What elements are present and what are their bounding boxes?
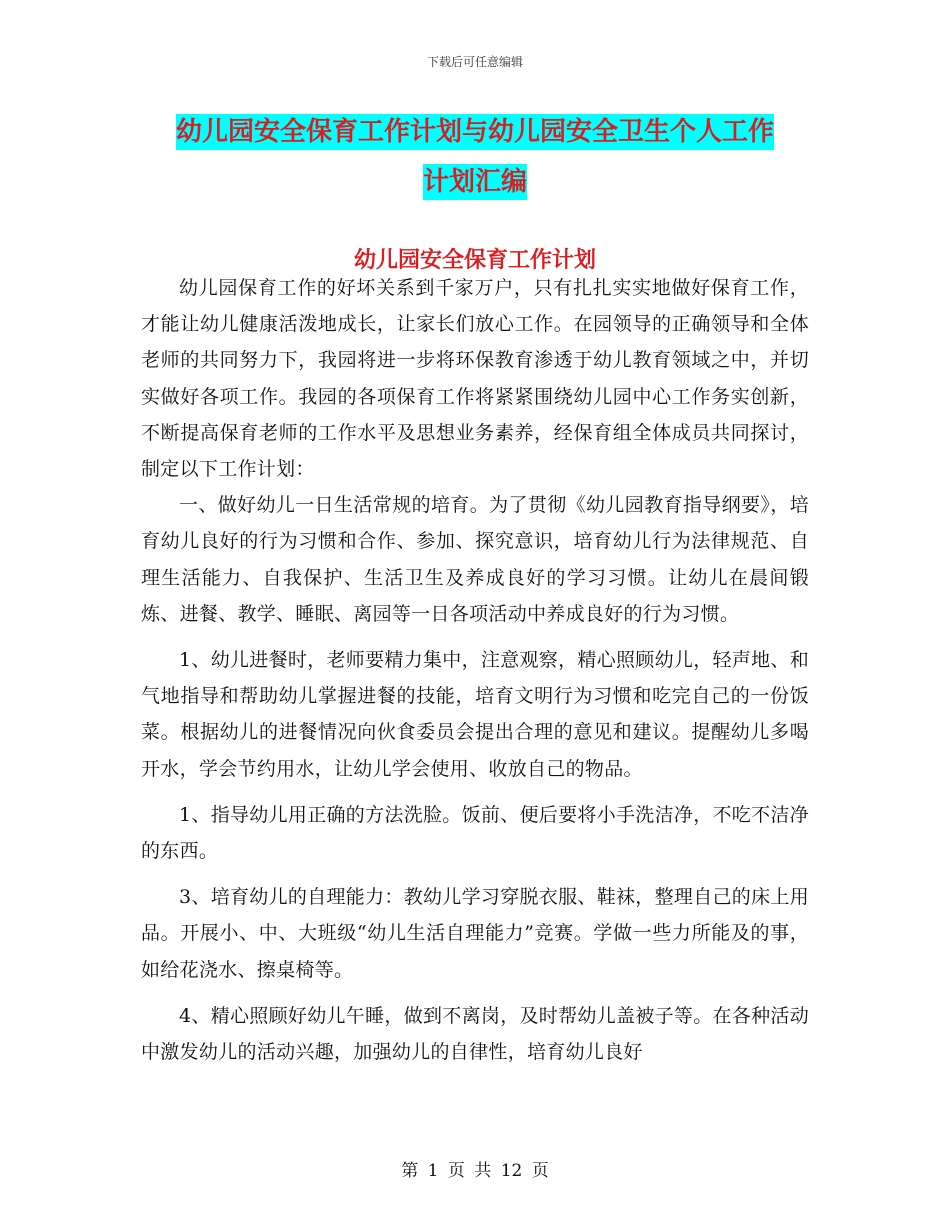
document-body — [141, 270, 809, 1070]
paragraph-item-nap: 4、精心照顾好幼儿午睡，做到不离岗，及时帮幼儿盖被子等。在各种活动中激发幼儿的活动兴趣，加强幼儿的自律性，培育幼儿良好 — [141, 1004, 809, 1064]
paragraph-routine: 一、做好幼儿一日生活常规的培育。为了贯彻《幼儿园教育指导纲要》，培育幼儿良好的行为习惯和合作、参加、探究意识，培育幼儿行为法律规范、自理生活能力、自我保护、生活卫生及养成良好的学习习惯。让幼儿在晨间锻炼、进餐、教学、睡眠、离园等一日各项活动中养成良好的行为习惯。 — [141, 494, 809, 625]
paragraph-intro: 幼儿园保育工作的好坏关系到千家万户，只有扎扎实实地做好保育工作，才能让幼儿健康活泼地成长，让家长们放心工作。在园领导的正确领导和全体老师的共同努力下，我园将进一步将环保教育渗透于幼儿教育领域之中，并切实做好各项工作。我园的各项保育工作将紧紧围绕幼儿园中心工作务实创新，不断提高保育老师的工作水平及思想业务素养，经保育组全体成员共同探讨，制定以下工作计划： — [141, 277, 809, 481]
page-number-footer: 第 1 页 共 12 页 — [401, 1161, 549, 1181]
document-title-line-2: 计划汇编 — [423, 164, 527, 200]
document-title-line-1: 幼儿园安全保育工作计划与幼儿园安全卫生个人工作 — [176, 114, 774, 150]
paragraph-item-self-care: 3、培育幼儿的自理能力：教幼儿学习穿脱衣服、鞋袜，整理自己的床上用品。开展小、中、大班级“幼儿生活自理能力”竞赛。学做一些力所能及的事，如给花浇水、擦桌椅等。 — [141, 886, 809, 981]
paragraph-item-meals: 1、幼儿进餐时，老师要精力集中，注意观察，精心照顾幼儿，轻声地、和气地指导和帮助幼儿掌握进餐的技能，培育文明行为习惯和吃完自己的一份饭菜。根据幼儿的进餐情况向伙食委员会提出合理的意见和建议。提醒幼儿多喝开水，学会节约用水，让幼儿学会使用、收放自己的物品。 — [141, 649, 809, 780]
document-title — [140, 107, 810, 207]
section-title: 幼儿园安全保育工作计划 — [353, 248, 596, 273]
paragraph-item-washing: 1、指导幼儿用正确的方法洗脸。饭前、便后要将小手洗洁净，不吃不洁净的东西。 — [141, 803, 809, 863]
header-note: 下载后可任意编辑 — [426, 55, 523, 69]
